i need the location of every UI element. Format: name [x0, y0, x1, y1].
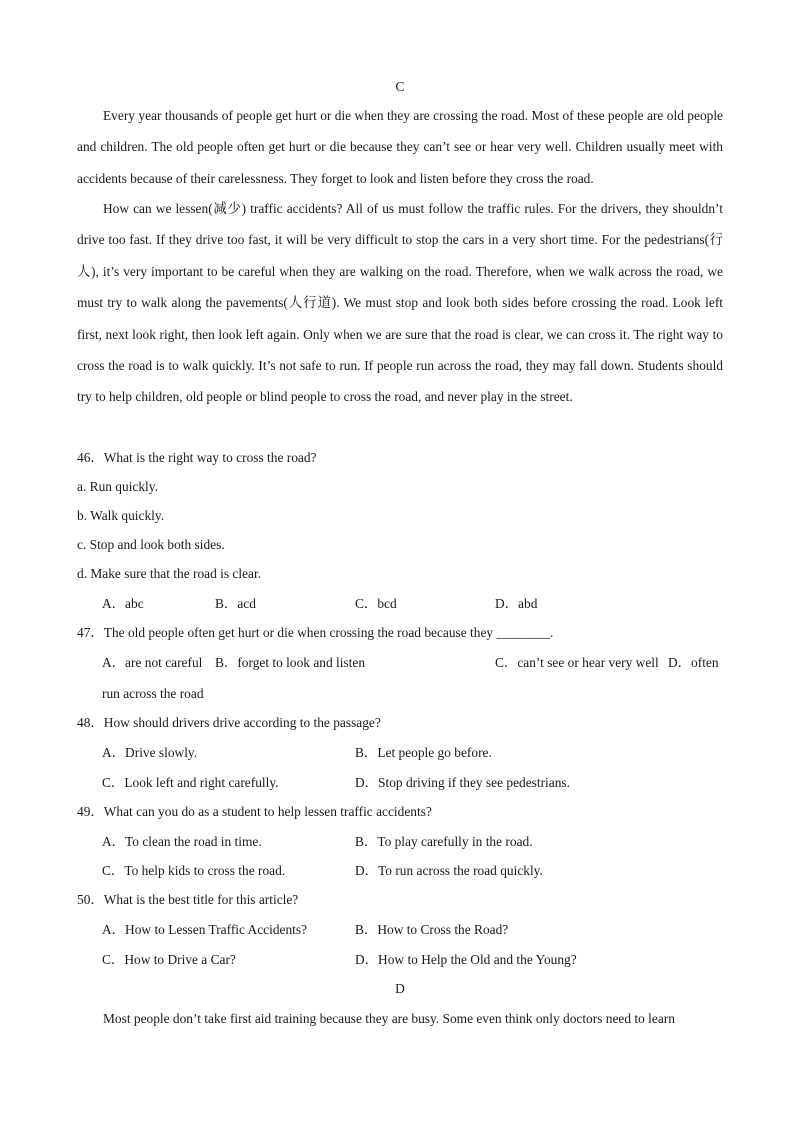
q49-choice-b[interactable]: B．To play carefully in the road. [355, 834, 533, 849]
question-47: 47．The old people often get hurt or die when crossing the road because they ________. [77, 625, 554, 640]
question-46: 46．What is the right way to cross the road? [77, 450, 317, 465]
q47-choice-a[interactable]: A．are not careful [102, 655, 203, 670]
q47-choice-d[interactable]: D．often [668, 655, 719, 670]
question-49: 49．What can you do as a student to help lessen traffic accidents? [77, 804, 432, 819]
q46-item-b: b. Walk quickly. [77, 508, 165, 523]
q50-choice-c[interactable]: C．How to Drive a Car? [102, 952, 236, 967]
q50-choice-a[interactable]: A．How to Lessen Traffic Accidents? [102, 922, 308, 937]
q46-item-d: d. Make sure that the road is clear. [77, 566, 262, 581]
section-c-paragraph-1: Every year thousands of people get hurt or die when they are crossing the road. Most of these people are old people and children. The old people often get hurt or die because they can’t see or hear very well. Children usually meet with accidents because of their carelessness. They forget to look and listen before they cross the road. [77, 108, 723, 186]
q47-choice-b[interactable]: B．forget to look and listen [215, 655, 366, 670]
q48-choice-b[interactable]: B．Let people go before. [355, 745, 492, 760]
q46-choice-c[interactable]: C．bcd [355, 596, 397, 611]
q48-choice-a[interactable]: A．Drive slowly. [102, 745, 198, 760]
section-c-heading: C [395, 79, 405, 94]
section-c-paragraph-2: How can we lessen(减少) traffic accidents? All of us must follow the traffic rules. For the drivers, they shouldn’t drive too fast. If they drive too fast, it will be very difficult to stop the cars in a very short time. For the pedestrians(行人), it’s very important to be careful when they are walking on the road. Therefore, when we walk across the road, we must try to walk along the pavements(人行道). We must stop and look both sides before crossing the road. Look left first, next look right, then look left again. Only when we are sure that the road is clear, we can cross it. The right way to cross the road is to walk quickly. It’s not safe to run. If people run across the road, they may fall down. Students should try to help children, old people or blind people to cross the road, and never play in the street. [77, 201, 723, 405]
q48-choice-d[interactable]: D．Stop driving if they see pedestrians. [355, 775, 570, 790]
question-50: 50．What is the best title for this article? [77, 892, 299, 907]
q49-choice-c[interactable]: C．To help kids to cross the road. [102, 863, 286, 878]
q46-choice-a[interactable]: A．abc [102, 596, 144, 611]
q49-choice-a[interactable]: A．To clean the road in time. [102, 834, 262, 849]
q47-choice-d-wrap: run across the road [102, 686, 204, 701]
q48-choice-c[interactable]: C．Look left and right carefully. [102, 775, 279, 790]
q49-choice-d[interactable]: D．To run across the road quickly. [355, 863, 543, 878]
q46-item-c: c. Stop and look both sides. [77, 537, 225, 552]
q46-item-a: a. Run quickly. [77, 479, 158, 494]
q50-choice-b[interactable]: B．How to Cross the Road? [355, 922, 509, 937]
question-48: 48．How should drivers drive according to the passage? [77, 715, 381, 730]
section-d-heading: D [395, 981, 405, 996]
section-d-paragraph: Most people don’t take first aid training because they are busy. Some even think only doctors need to learn [103, 1011, 675, 1026]
q46-choice-d[interactable]: D．abd [495, 596, 538, 611]
q47-choice-c[interactable]: C．can’t see or hear very well [495, 655, 659, 670]
q50-choice-d[interactable]: D．How to Help the Old and the Young? [355, 952, 577, 967]
q46-choice-b[interactable]: B．acd [215, 596, 256, 611]
